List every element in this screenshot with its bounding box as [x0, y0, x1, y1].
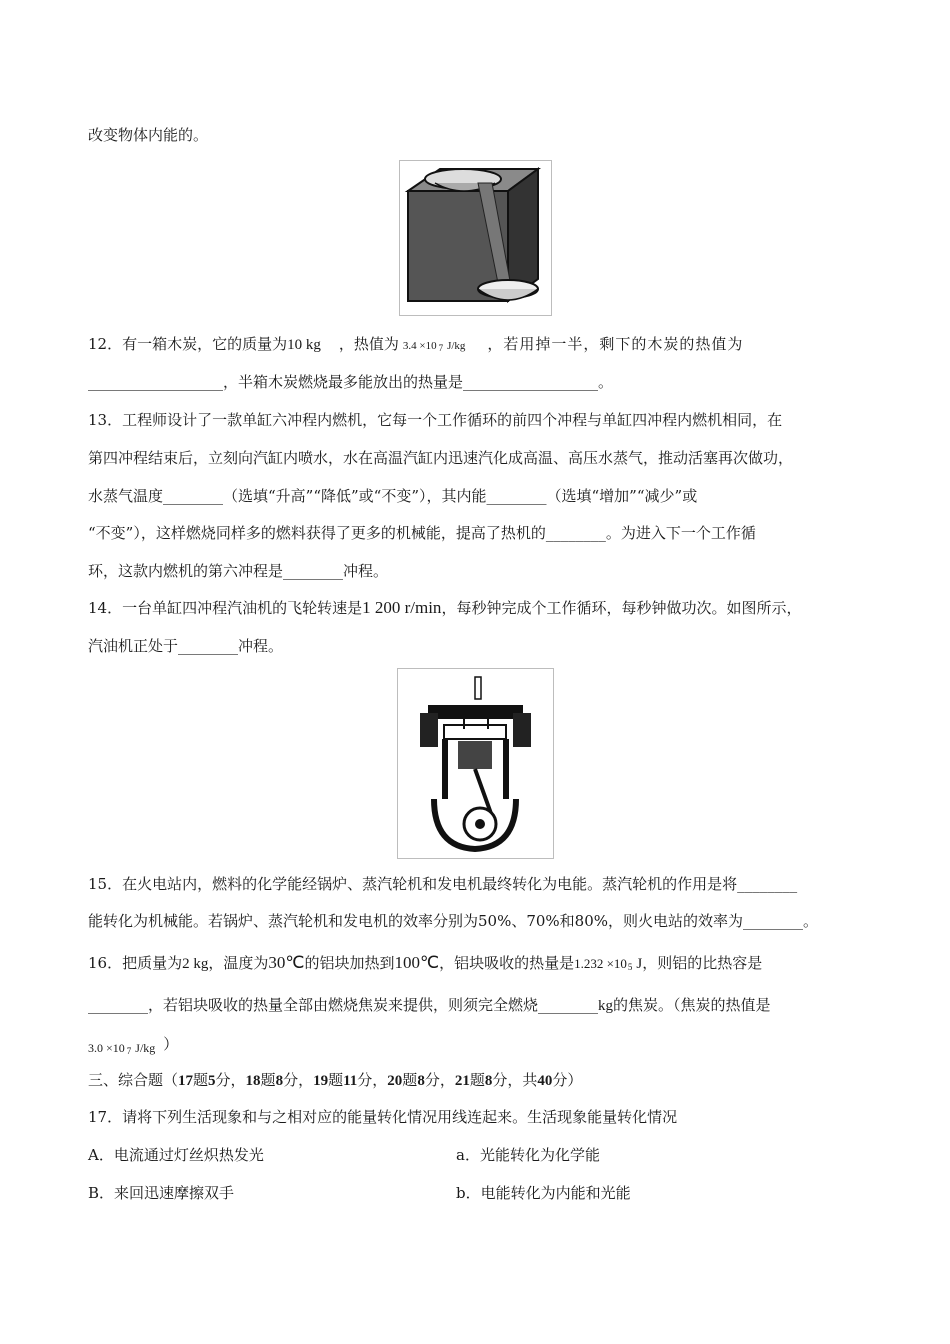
q16-text-c: 的铝块加热到	[304, 954, 395, 972]
figure-water-block	[399, 160, 552, 316]
s3-c: 题	[193, 1071, 209, 1089]
q12-text-b: ，热值为	[338, 335, 399, 353]
q15-line1: 15．在火电站内，燃料的化学能经锅炉、蒸汽轮机和发电机最终转化为电能。蒸汽轮机的作用是将________	[88, 875, 798, 893]
q17-option-b: b．电能转化为内能和光能	[456, 1184, 631, 1202]
q16-temp-start: 30℃	[268, 953, 305, 972]
q15-line2: 能转化为机械能。若锅炉、蒸汽轮机和发电机的效率分别为50%、70%和80%，则火电站的效率为________。	[88, 912, 819, 930]
water-block-illustration	[400, 161, 551, 315]
s3-u: 分，共	[492, 1071, 538, 1089]
q12-heat-unit: J/kg	[447, 340, 466, 352]
q14-text-a: 14．一台单缸四冲程汽油机的飞轮转速是	[88, 599, 363, 617]
s3-p: 8	[417, 1073, 425, 1089]
q13-line5: 环，这款内燃机的第六冲程是________冲程。	[88, 562, 389, 580]
q13-line3: 水蒸气温度________（选填“升高”“降低”或“不变”），其内能________（选填“增加”“减少”或	[88, 487, 698, 505]
q16-unit-kg: kg	[598, 998, 614, 1014]
section3-heading	[88, 1070, 582, 1091]
q16-heat-exp: 5	[627, 962, 633, 972]
s3-b: 17	[178, 1073, 194, 1089]
s3-i: 分，	[283, 1071, 314, 1089]
q17-option-B: B．来回迅速摩擦双手	[88, 1184, 235, 1202]
q17-stem: 17．请将下列生活现象和与之相对应的能量转化情况用线连起来。生活现象能量转化情况	[88, 1108, 678, 1126]
q12-heat-exp: 7	[438, 343, 444, 353]
s3-g: 题	[260, 1071, 276, 1089]
q16-heat-unit: J	[636, 956, 643, 972]
q13-line4: “不变”），这样燃烧同样多的燃料获得了更多的机械能，提高了热机的________。为进入下一个工作循	[88, 524, 756, 542]
q16-line1	[88, 953, 762, 977]
q16-line2	[88, 995, 771, 1016]
q13-line2: 第四冲程结束后，立刻向汽缸内喷水，水在高温汽缸内迅速汽化成高温、高压水蒸气，推动活塞再次做功，	[88, 449, 794, 467]
q12-text-c: ，若用掉一半，剩下的木炭的热值为	[487, 335, 744, 353]
q17-option-a: a．光能转化为化学能	[456, 1146, 600, 1164]
s3-q: 分，	[424, 1071, 455, 1089]
s3-f: 18	[245, 1073, 261, 1089]
q12-text-a: 12．有一箱木炭，它的质量为	[88, 335, 288, 353]
s3-o: 题	[402, 1071, 418, 1089]
s3-w: 分）	[552, 1071, 583, 1089]
s3-k: 题	[328, 1071, 344, 1089]
q16-heat: 1.232 ×10	[574, 956, 627, 971]
s3-a: 三、综合题（	[88, 1071, 179, 1089]
s3-v: 40	[537, 1073, 553, 1089]
q16-close-paren: ）	[163, 1035, 179, 1053]
q16-text-f: ________，若铝块吸收的热量全部由燃烧焦炭来提供，则须完全燃烧________	[88, 996, 599, 1014]
q14-line1	[88, 598, 801, 618]
s3-l: 11	[343, 1073, 358, 1089]
q14-text-b: ，每秒钟完成个工作循环，每秒钟做功次。如图所示，	[441, 599, 802, 617]
q12-mass: 10 kg	[287, 337, 321, 353]
q12-heat-value: 3.4 ×10	[402, 340, 437, 352]
q17-option-A: A．电流通过灯丝炽热发光	[88, 1146, 264, 1164]
figure-engine	[397, 668, 554, 859]
s3-t: 8	[484, 1073, 493, 1089]
q14-line2: 汽油机正处于________冲程。	[88, 637, 284, 655]
q16-text-g: 的焦炭。（焦炭的热值是	[613, 996, 771, 1014]
q16-temp-end: 100℃	[394, 953, 440, 972]
s3-j: 19	[313, 1073, 329, 1089]
q16-text-a: 16．把质量为	[88, 954, 183, 972]
s3-h: 8	[275, 1073, 284, 1089]
engine-illustration	[398, 669, 553, 858]
s3-e: 分，	[215, 1071, 246, 1089]
s3-d: 5	[208, 1073, 216, 1089]
q16-coke-heat-unit: J/kg	[135, 1041, 156, 1055]
q16-text-b: ，温度为	[208, 954, 269, 972]
s3-n: 20	[387, 1073, 403, 1089]
q14-speed: 1 200 r/min	[362, 598, 442, 617]
s3-m: 分，	[357, 1071, 388, 1089]
q16-line3	[88, 1034, 178, 1061]
q16-text-d: ，铝块吸收的热量是	[439, 954, 575, 972]
q16-coke-heat-exp: 7	[126, 1046, 132, 1056]
q12-line2: __________________，半箱木炭燃烧最多能放出的热量是__________________。	[88, 373, 614, 391]
intro-text: 改变物体内能的。	[88, 126, 209, 144]
s3-s: 题	[469, 1071, 485, 1089]
q16-mass: 2 kg	[182, 956, 209, 972]
s3-r: 21	[454, 1073, 470, 1089]
q12-line1	[88, 334, 743, 358]
q16-text-e: ，则铝的比热容是	[642, 954, 763, 972]
q13-line1: 13．工程师设计了一款单缸六冲程内燃机，它每一个工作循环的前四个冲程与单缸四冲程内燃机相同，在	[88, 411, 783, 429]
q16-coke-heat-value: 3.0 ×10	[88, 1041, 125, 1055]
